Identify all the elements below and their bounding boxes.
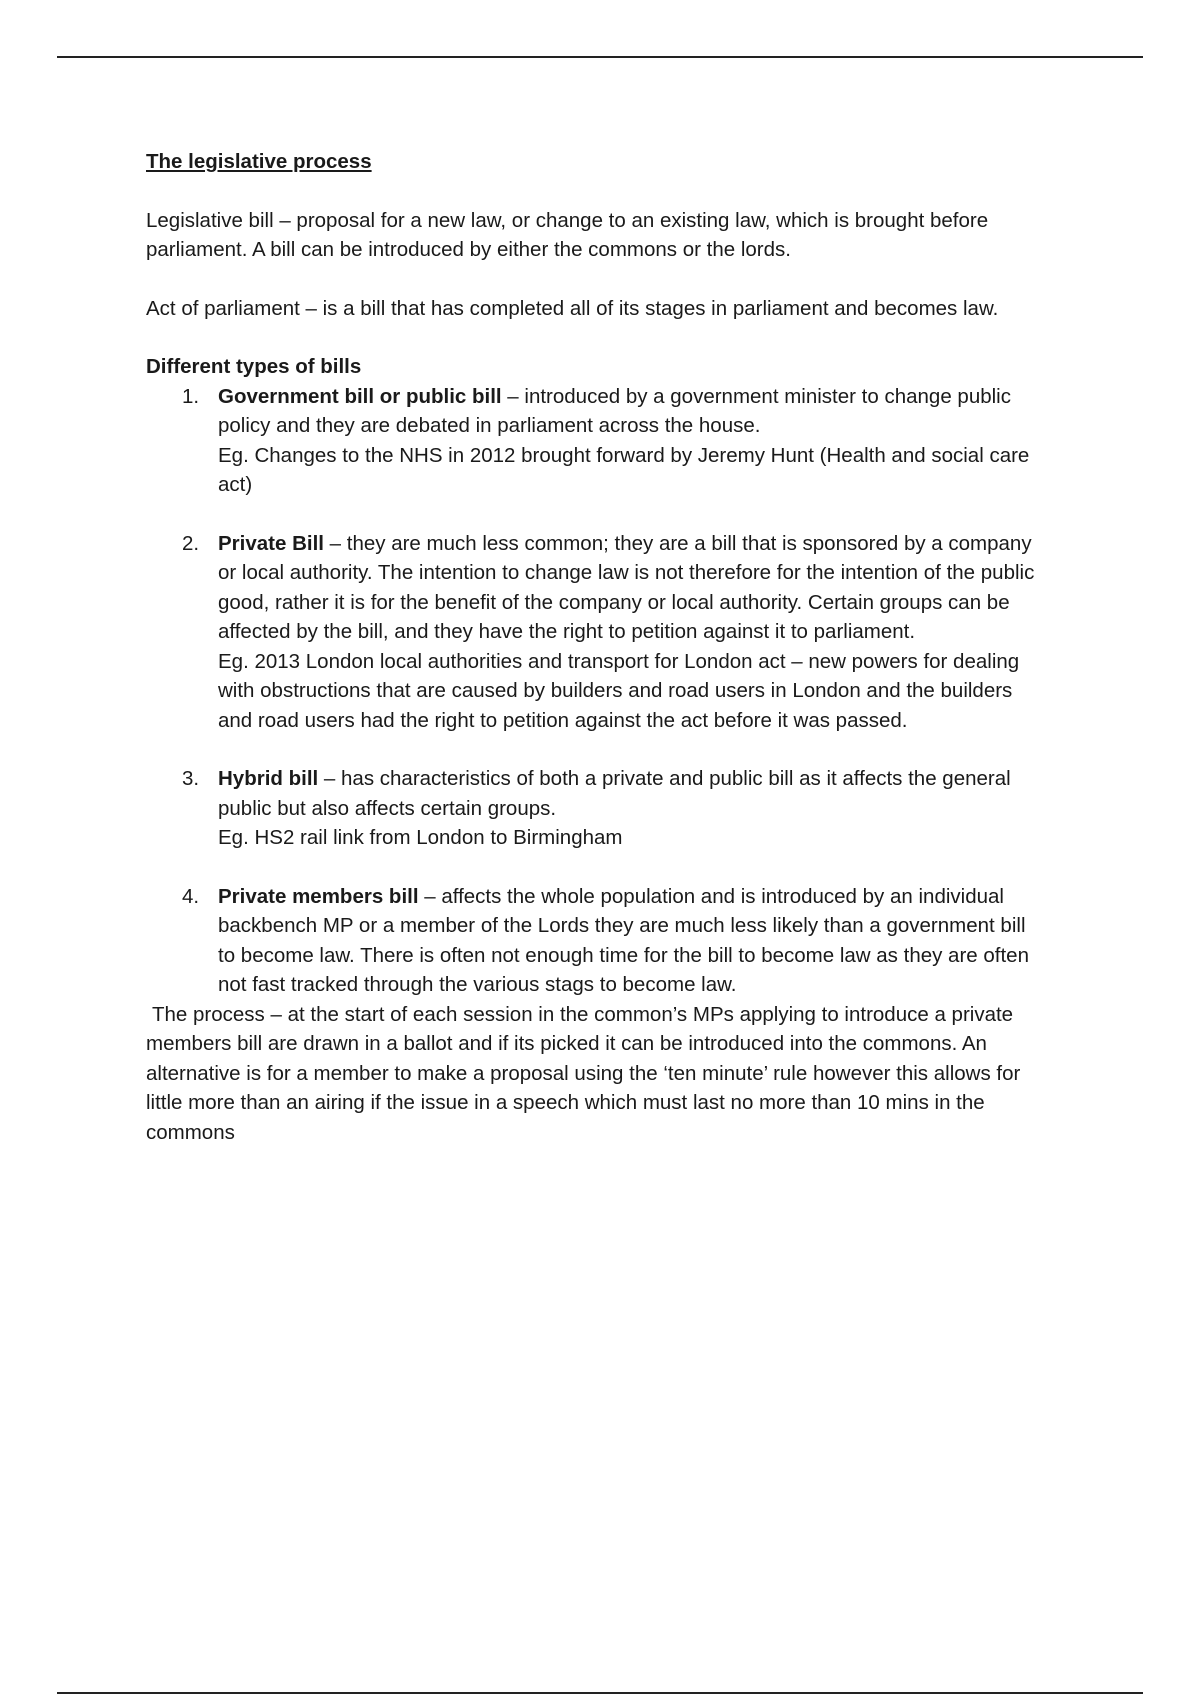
bill-types-list <box>146 382 1046 1000</box>
list-item-description: – they are much less common; they are a bill that is sponsored by a company or local authority. The intention to change law is not therefore for the intention of the public good, rather it is for the benefit of the company or local authority. Certain groups can be affected by the bill, and they have the right to petition against it to parliament. <box>218 531 1035 643</box>
list-item-description: – affects the whole population and is introduced by an individual backbench MP or a member of the Lords they are much less likely than a government bill to become law. There is often not enough time for the bill to become law as they are often not fast tracked through the various stags to become law. <box>218 884 1029 996</box>
list-item-number: 3. <box>182 767 200 790</box>
list-item-example: Eg. 2013 London local authorities and transport for London act – new powers for dealing with obstructions that are caused by builders and road users in London and the builders and road users had the right to petition against the act before it was passed. <box>218 649 1020 732</box>
document-title: The legislative process <box>146 150 372 173</box>
list-item-term: Private Bill <box>218 531 324 555</box>
list-item-text <box>218 764 1046 823</box>
list-item-term: Government bill or public bill <box>218 384 502 408</box>
list-item <box>146 529 1046 736</box>
list-item-number: 1. <box>182 384 200 408</box>
list-item-description: – introduced by a government minister to change public policy and they are debated in parliament across the house. <box>218 384 1011 437</box>
list-item-example: Eg. Changes to the NHS in 2012 brought forward by Jeremy Hunt (Health and social care act) <box>218 443 1030 496</box>
list-item-number: 2. <box>182 531 200 555</box>
definition-legislative-bill: Legislative bill – proposal for a new law, or change to an existing law, which is brought before parliament. A bill can be introduced by either the commons or the lords. <box>146 208 989 261</box>
list-item-description: – has characteristics of both a private and public bill as it affects the general public but also affects certain groups. <box>218 767 1011 820</box>
list-item-text <box>218 529 1046 647</box>
list-item-term: Hybrid bill <box>218 767 319 790</box>
document-body <box>146 147 1046 1147</box>
list-item-text <box>218 882 1046 1000</box>
list-item-text <box>218 382 1046 441</box>
list-item-term: Private members bill <box>218 884 419 908</box>
definition-act-of-parliament: Act of parliament – is a bill that has completed all of its stages in parliament and becomes law. <box>146 296 999 320</box>
bill-types-heading: Different types of bills <box>146 355 362 378</box>
page-footer-rule <box>57 1692 1143 1694</box>
page-header-rule <box>57 56 1143 58</box>
list-item <box>146 764 1046 853</box>
list-item-number: 4. <box>182 884 200 908</box>
list-item-example: Eg. HS2 rail link from London to Birmingham <box>218 826 623 849</box>
list-item <box>146 382 1046 500</box>
list-item <box>146 882 1046 1000</box>
process-paragraph: The process – at the start of each session in the common’s MPs applying to introduce a private members bill are drawn in a ballot and if its picked it can be introduced into the commons. An alternative is for a member to make a proposal using the ‘ten minute’ rule however this allows for little more than an airing if the issue in a speech which must last no more than 10 mins in the commons <box>146 1002 1021 1144</box>
